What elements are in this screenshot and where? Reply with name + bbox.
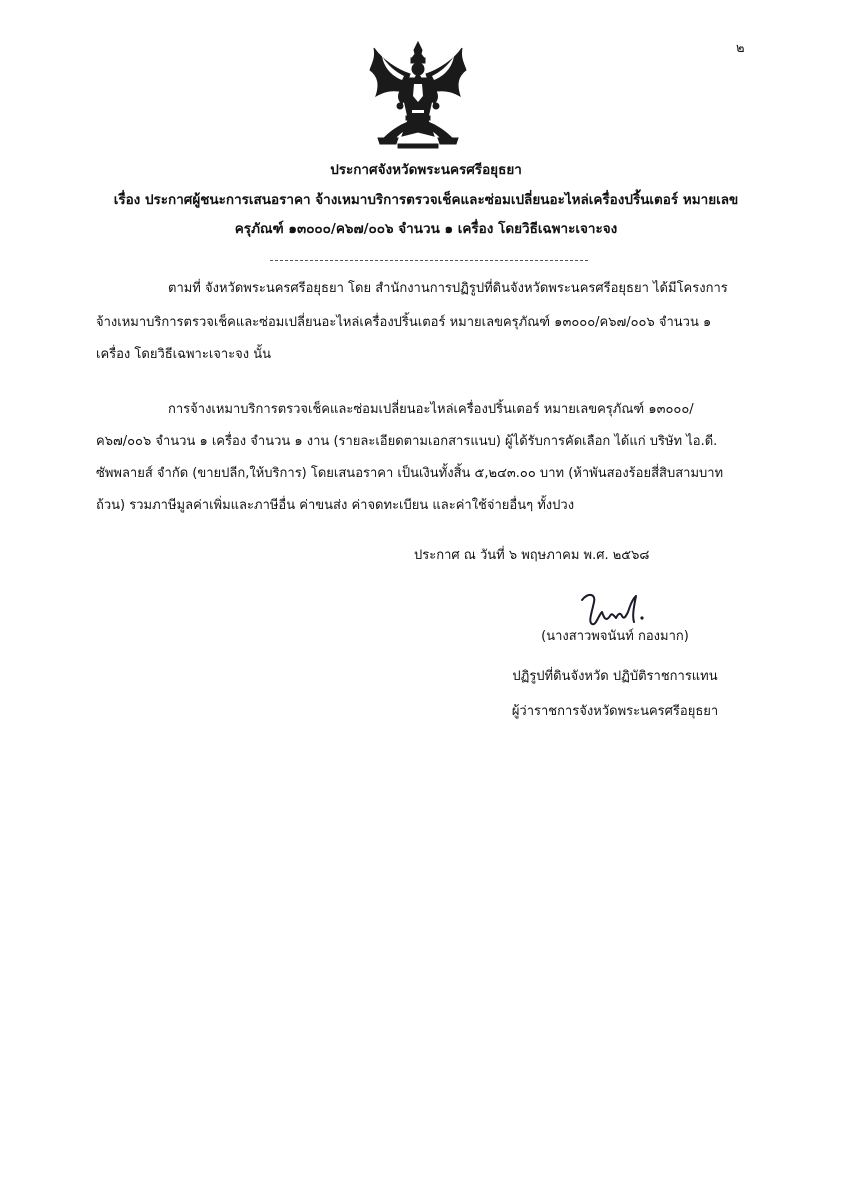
paragraph-2-line: ถ้วน) รวมภาษีมูลค่าเพิ่มและภาษีอื่น ค่าขนส่ง ค่าจดทะเบียน และค่าใช้จ่ายอื่นๆ ทั้งปวง	[96, 498, 575, 513]
document-title: ประกาศจังหวัดพระนครศรีอยุธยา	[330, 162, 522, 178]
signatory-title-line-1: ปฏิรูปที่ดินจังหวัด ปฏิบัติราชการแทน	[512, 669, 718, 684]
paragraph-2-line: ซัพพลายส์ จำกัด (ขายปลีก,ให้บริการ) โดยเสนอราคา เป็นเงินทั้งสิ้น ๕,๒๔๓.๐๐ บาท (ห้าพันสองร้อยสี่สิบสามบาท	[96, 466, 724, 481]
announcement-date: ประกาศ ณ วันที่ ๖ พฤษภาคม พ.ศ. ๒๕๖๘	[414, 548, 650, 563]
header-divider	[270, 260, 588, 261]
signatory-name: (นางสาวพจนันท์ กองมาก)	[541, 629, 689, 644]
paragraph-2-line: การจ้างเหมาบริการตรวจเช็คและซ่อมเปลี่ยนอะไหล่เครื่องปริ้นเตอร์ หมายเลขครุภัณฑ์ ๑๓๐๐๐/	[168, 402, 694, 417]
page-number-mark: ๒	[736, 41, 745, 56]
paragraph-1-line: เครื่อง โดยวิธีเฉพาะเจาะจง นั้น	[96, 347, 272, 362]
paragraph-2-line: ค๖๗/๐๐๖ จำนวน ๑ เครื่อง จำนวน ๑ งาน (รายละเอียดตามเอกสารแนบ) ผู้ได้รับการคัดเลือก ได้แก่ บริษัท ไอ.ดี.	[96, 434, 718, 449]
garuda-emblem-icon	[368, 40, 468, 152]
paragraph-1-line: ตามที่ จังหวัดพระนครศรีอยุธยา โดย สำนักงานการปฏิรูปที่ดินจังหวัดพระนครศรีอยุธยา ได้มีโครงการ	[168, 281, 728, 296]
subject-line-1: เรื่อง ประกาศผู้ชนะการเสนอราคา จ้างเหมาบริการตรวจเช็คและซ่อมเปลี่ยนอะไหล่เครื่องปริ้นเตอร์ หมายเลข	[113, 192, 739, 208]
handwritten-signature-icon	[578, 586, 668, 630]
signatory-title-line-2: ผู้ว่าราชการจังหวัดพระนครศรีอยุธยา	[511, 704, 719, 719]
paragraph-1-line: จ้างเหมาบริการตรวจเช็คและซ่อมเปลี่ยนอะไหล่เครื่องปริ้นเตอร์ หมายเลขครุภัณฑ์ ๑๓๐๐๐/ค๖๗/๐๐๖ จำนวน ๑	[96, 315, 712, 330]
subject-line-2: ครุภัณฑ์ ๑๓๐๐๐/ค๖๗/๐๐๖ จำนวน ๑ เครื่อง โดยวิธีเฉพาะเจาะจง	[234, 221, 618, 237]
